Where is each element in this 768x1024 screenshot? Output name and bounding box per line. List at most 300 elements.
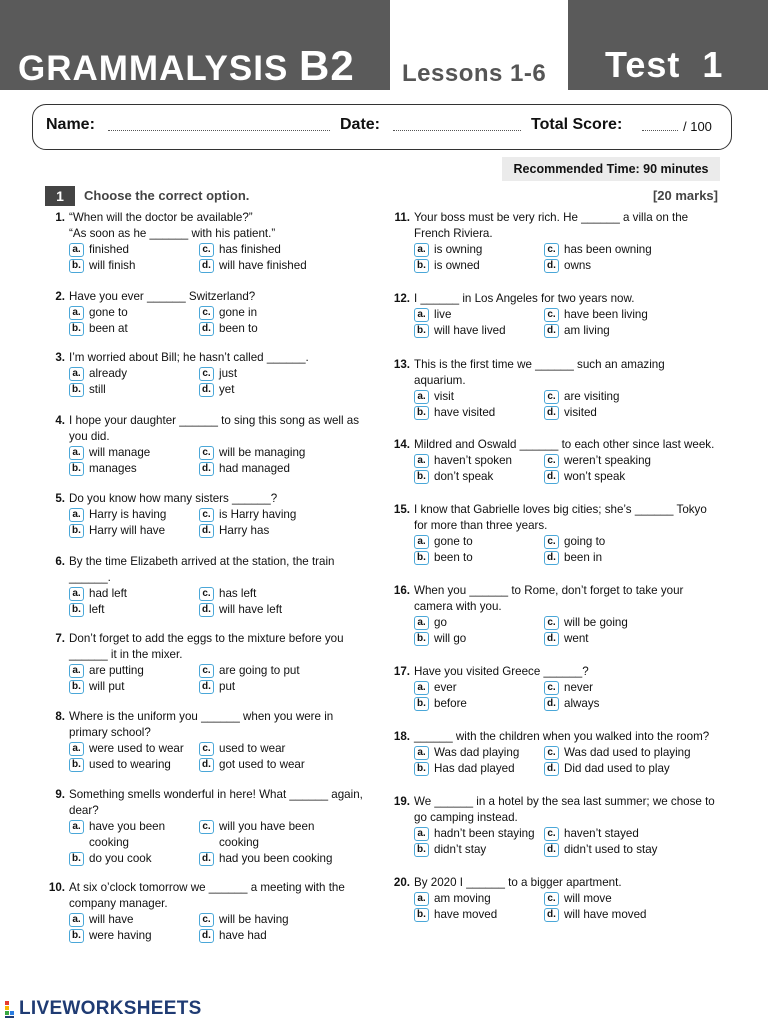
answer-option[interactable] bbox=[69, 461, 199, 477]
option-letter[interactable]: a. bbox=[414, 827, 429, 841]
question-number: 16. bbox=[393, 584, 410, 597]
answer-option[interactable] bbox=[69, 507, 199, 523]
answer-option[interactable] bbox=[199, 305, 379, 321]
option-letter[interactable]: b. bbox=[414, 697, 429, 711]
question-1 bbox=[55, 210, 384, 274]
option-letter[interactable]: a. bbox=[414, 308, 429, 322]
option-letter[interactable]: a. bbox=[69, 587, 84, 601]
answer-option[interactable] bbox=[69, 757, 199, 773]
question-18 bbox=[393, 729, 729, 777]
option-letter[interactable]: b. bbox=[69, 462, 84, 476]
answer-option[interactable] bbox=[69, 258, 199, 274]
option-text: haven’t stayed bbox=[564, 827, 639, 840]
option-letter[interactable]: d. bbox=[199, 322, 214, 336]
option-letter[interactable]: b. bbox=[414, 908, 429, 922]
option-letter[interactable]: c. bbox=[544, 681, 559, 695]
question-text: ______. bbox=[69, 571, 111, 584]
option-text: never bbox=[564, 681, 594, 694]
answer-option[interactable] bbox=[199, 366, 379, 382]
question-number: 11. bbox=[394, 211, 410, 224]
score-field[interactable] bbox=[642, 130, 678, 131]
answer-option[interactable] bbox=[199, 258, 379, 274]
answer-options bbox=[69, 242, 384, 274]
answer-option[interactable] bbox=[69, 912, 199, 928]
option-text: is owned bbox=[434, 259, 480, 272]
question-text: primary school? bbox=[69, 726, 151, 739]
question-10 bbox=[48, 880, 384, 944]
option-letter[interactable]: a. bbox=[69, 306, 84, 320]
option-text: manages bbox=[89, 462, 137, 475]
answer-option[interactable] bbox=[414, 615, 544, 631]
option-letter[interactable]: c. bbox=[544, 616, 559, 630]
answer-option[interactable] bbox=[544, 550, 724, 566]
option-text: just bbox=[219, 367, 238, 380]
liveworksheets-logo: LIVEWORKSHEETS bbox=[4, 998, 202, 1020]
option-text: had managed bbox=[219, 462, 290, 475]
option-letter[interactable]: d. bbox=[199, 462, 214, 476]
liveworksheets-logo-icon bbox=[4, 999, 18, 1019]
answer-option[interactable] bbox=[414, 907, 544, 923]
section-number: 1 bbox=[45, 186, 75, 206]
option-letter[interactable]: c. bbox=[544, 243, 559, 257]
book-title: GRAMMALYSIS B2 bbox=[18, 42, 355, 89]
option-text: are visiting bbox=[564, 390, 620, 403]
option-text: put bbox=[219, 680, 236, 693]
answer-option[interactable] bbox=[199, 757, 379, 773]
answer-option[interactable] bbox=[69, 586, 199, 602]
date-field[interactable] bbox=[393, 130, 521, 131]
answer-option[interactable] bbox=[544, 891, 724, 907]
option-text: Was dad used to playing bbox=[564, 746, 691, 759]
option-letter[interactable]: d. bbox=[544, 259, 559, 273]
option-letter[interactable]: b. bbox=[69, 524, 84, 538]
question-number: 15. bbox=[393, 503, 410, 516]
question-number: 13. bbox=[393, 358, 410, 371]
question-text: I ______ in Los Angeles for two years now. bbox=[414, 292, 635, 305]
answer-options bbox=[69, 741, 384, 773]
answer-option[interactable] bbox=[199, 679, 379, 695]
option-letter[interactable]: c. bbox=[544, 746, 559, 760]
answer-option[interactable] bbox=[199, 523, 379, 539]
option-text: has finished bbox=[219, 243, 281, 256]
question-5 bbox=[55, 491, 384, 539]
question-text: ______ with the children when you walked into the room? bbox=[414, 730, 710, 743]
answer-option[interactable] bbox=[544, 745, 724, 761]
question-text: dear? bbox=[69, 804, 99, 817]
answer-option[interactable] bbox=[544, 323, 724, 339]
answer-option[interactable] bbox=[544, 842, 724, 858]
question-number: 5. bbox=[55, 492, 65, 505]
option-letter[interactable]: d. bbox=[199, 383, 214, 397]
section-instruction: Choose the correct option. bbox=[84, 188, 250, 203]
option-letter[interactable]: b. bbox=[69, 680, 84, 694]
question-text: for more than three years. bbox=[414, 519, 548, 532]
option-text: weren’t speaking bbox=[564, 454, 652, 467]
answer-option[interactable] bbox=[69, 382, 199, 398]
option-letter[interactable]: b. bbox=[69, 929, 84, 943]
answer-option[interactable] bbox=[69, 679, 199, 695]
option-letter[interactable]: c. bbox=[199, 508, 214, 522]
option-letter[interactable]: c. bbox=[199, 243, 214, 257]
option-letter[interactable]: b. bbox=[414, 632, 429, 646]
option-letter[interactable]: d. bbox=[199, 680, 214, 694]
question-19 bbox=[393, 794, 729, 858]
answer-option[interactable] bbox=[199, 461, 379, 477]
answer-options bbox=[414, 680, 729, 712]
option-letter[interactable]: b. bbox=[414, 324, 429, 338]
answer-option[interactable] bbox=[69, 741, 199, 757]
answer-options bbox=[69, 586, 384, 618]
option-text: am living bbox=[564, 324, 610, 337]
name-label: Name: bbox=[46, 116, 95, 133]
answer-option[interactable] bbox=[414, 258, 544, 274]
answer-option[interactable] bbox=[544, 907, 724, 923]
option-text: didn’t used to stay bbox=[564, 843, 658, 856]
question-text: “As soon as he ______ with his patient.” bbox=[69, 227, 276, 240]
answer-option[interactable] bbox=[544, 405, 724, 421]
option-text: have had bbox=[219, 929, 267, 942]
option-letter[interactable]: b. bbox=[414, 843, 429, 857]
option-text: before bbox=[434, 697, 467, 710]
answer-option[interactable] bbox=[544, 631, 724, 647]
answer-option[interactable] bbox=[544, 696, 724, 712]
option-text: won’t speak bbox=[564, 470, 626, 483]
option-text: will have moved bbox=[564, 908, 647, 921]
option-letter[interactable]: b. bbox=[69, 852, 84, 866]
option-letter[interactable]: d. bbox=[544, 406, 559, 420]
option-letter[interactable]: a. bbox=[414, 616, 429, 630]
score-label: Total Score: bbox=[531, 116, 623, 133]
option-letter[interactable]: c. bbox=[544, 827, 559, 841]
answer-option[interactable] bbox=[69, 242, 199, 258]
answer-option[interactable] bbox=[69, 928, 199, 944]
date-label: Date: bbox=[340, 116, 381, 133]
answer-option[interactable] bbox=[69, 366, 199, 382]
option-letter[interactable]: d. bbox=[199, 929, 214, 943]
question-text: camera with you. bbox=[414, 600, 502, 613]
question-16 bbox=[393, 583, 729, 647]
option-letter[interactable]: c. bbox=[199, 664, 214, 678]
question-text: Mildred and Oswald ______ to each other since last week. bbox=[414, 438, 715, 451]
question-17 bbox=[393, 664, 729, 712]
name-field[interactable] bbox=[108, 130, 330, 131]
question-number: 17. bbox=[393, 665, 410, 678]
answer-options bbox=[414, 534, 729, 566]
question-text: Your boss must be very rich. He ______ a villa on the bbox=[414, 211, 689, 224]
option-text: will be going bbox=[564, 616, 628, 629]
answer-options bbox=[414, 307, 729, 339]
answer-option[interactable] bbox=[414, 761, 544, 777]
answer-option[interactable] bbox=[69, 851, 199, 867]
option-letter[interactable]: b. bbox=[69, 322, 84, 336]
answer-option[interactable] bbox=[414, 323, 544, 339]
answer-option[interactable] bbox=[544, 453, 724, 469]
answer-option[interactable] bbox=[414, 842, 544, 858]
option-letter[interactable]: a. bbox=[69, 913, 84, 927]
option-letter[interactable]: a. bbox=[414, 681, 429, 695]
question-3 bbox=[55, 350, 384, 398]
answer-option[interactable] bbox=[414, 242, 544, 258]
answer-option[interactable] bbox=[69, 523, 199, 539]
option-letter[interactable]: d. bbox=[544, 843, 559, 857]
question-text: When you ______ to Rome, don’t forget to take your bbox=[414, 584, 684, 597]
option-text: has left bbox=[219, 587, 257, 600]
answer-option[interactable] bbox=[544, 534, 724, 550]
question-text: At six o’clock tomorrow we ______ a meeting with the bbox=[69, 881, 345, 894]
option-letter[interactable]: c. bbox=[544, 454, 559, 468]
answer-option[interactable] bbox=[199, 819, 379, 851]
option-text: is owning bbox=[434, 243, 483, 256]
answer-option[interactable] bbox=[414, 550, 544, 566]
option-letter[interactable]: d. bbox=[199, 758, 214, 772]
question-6 bbox=[55, 554, 384, 618]
option-letter[interactable]: c. bbox=[544, 535, 559, 549]
answer-options bbox=[414, 453, 729, 485]
answer-options bbox=[69, 663, 384, 695]
option-text: left bbox=[89, 603, 105, 616]
answer-option[interactable] bbox=[199, 242, 379, 258]
answer-options bbox=[414, 615, 729, 647]
question-number: 4. bbox=[55, 414, 65, 427]
option-text: been to bbox=[434, 551, 473, 564]
option-letter[interactable]: c. bbox=[544, 308, 559, 322]
option-letter[interactable]: c. bbox=[199, 820, 214, 834]
answer-option[interactable] bbox=[544, 258, 724, 274]
option-text: go bbox=[434, 616, 447, 629]
option-text: been in bbox=[564, 551, 603, 564]
option-letter[interactable]: d. bbox=[544, 908, 559, 922]
answer-option[interactable] bbox=[199, 382, 379, 398]
option-letter[interactable]: a. bbox=[69, 446, 84, 460]
option-text: have visited bbox=[434, 406, 496, 419]
option-letter[interactable]: c. bbox=[199, 742, 214, 756]
option-text: gone in bbox=[219, 306, 258, 319]
answer-options bbox=[414, 891, 729, 923]
answer-option[interactable] bbox=[414, 469, 544, 485]
option-letter[interactable]: c. bbox=[199, 446, 214, 460]
option-letter[interactable]: b. bbox=[414, 259, 429, 273]
question-number: 7. bbox=[55, 632, 65, 645]
option-letter[interactable]: a. bbox=[69, 742, 84, 756]
answer-option[interactable] bbox=[544, 615, 724, 631]
option-letter[interactable]: b. bbox=[69, 259, 84, 273]
question-12 bbox=[393, 291, 729, 339]
option-text: haven’t spoken bbox=[434, 454, 512, 467]
option-text: visit bbox=[434, 390, 454, 403]
answer-option[interactable] bbox=[414, 891, 544, 907]
option-text: have moved bbox=[434, 908, 498, 921]
answer-option[interactable] bbox=[544, 307, 724, 323]
option-letter[interactable]: d. bbox=[199, 852, 214, 866]
option-letter[interactable]: a. bbox=[414, 243, 429, 257]
option-text: going to bbox=[564, 535, 606, 548]
answer-option[interactable] bbox=[69, 305, 199, 321]
answer-option[interactable] bbox=[544, 680, 724, 696]
option-text: didn’t stay bbox=[434, 843, 487, 856]
answer-option[interactable] bbox=[544, 761, 724, 777]
option-letter[interactable]: d. bbox=[544, 762, 559, 776]
answer-option[interactable] bbox=[69, 602, 199, 618]
option-letter[interactable]: a. bbox=[414, 454, 429, 468]
question-number: 12. bbox=[393, 292, 410, 305]
answer-option[interactable] bbox=[199, 507, 379, 523]
answer-option[interactable] bbox=[414, 696, 544, 712]
option-letter[interactable]: d. bbox=[544, 324, 559, 338]
answer-option[interactable] bbox=[69, 445, 199, 461]
option-letter[interactable]: c. bbox=[199, 587, 214, 601]
option-letter[interactable]: d. bbox=[544, 470, 559, 484]
answer-option[interactable] bbox=[414, 745, 544, 761]
question-text: We ______ in a hotel by the sea last summer; we chose to bbox=[414, 795, 715, 808]
option-letter[interactable]: b. bbox=[414, 551, 429, 565]
answer-option[interactable] bbox=[414, 826, 544, 842]
option-letter[interactable]: c. bbox=[199, 367, 214, 381]
option-text: will move bbox=[564, 892, 612, 905]
answer-option[interactable] bbox=[199, 586, 379, 602]
option-letter[interactable]: d. bbox=[544, 632, 559, 646]
option-text: visited bbox=[564, 406, 597, 419]
option-letter[interactable]: b. bbox=[414, 406, 429, 420]
answer-option[interactable] bbox=[69, 321, 199, 337]
option-text: will have bbox=[89, 913, 134, 926]
option-letter[interactable]: b. bbox=[69, 603, 84, 617]
option-text: is Harry having bbox=[219, 508, 297, 521]
answer-option[interactable] bbox=[544, 242, 724, 258]
option-letter[interactable]: d. bbox=[199, 259, 214, 273]
answer-option[interactable] bbox=[199, 602, 379, 618]
answer-option[interactable] bbox=[414, 453, 544, 469]
answer-option[interactable] bbox=[199, 928, 379, 944]
question-text: ______ it in the mixer. bbox=[69, 648, 183, 661]
question-text: By the time Elizabeth arrived at the station, the train bbox=[69, 555, 335, 568]
option-text: yet bbox=[219, 383, 235, 396]
question-text: you did. bbox=[69, 430, 110, 443]
option-text: ever bbox=[434, 681, 457, 694]
option-text: already bbox=[89, 367, 128, 380]
option-letter[interactable]: a. bbox=[414, 390, 429, 404]
option-text: do you cook bbox=[89, 852, 152, 865]
question-text: company manager. bbox=[69, 897, 168, 910]
option-text: will go bbox=[434, 632, 467, 645]
option-text: had you been cooking bbox=[219, 852, 333, 865]
option-text: got used to wear bbox=[219, 758, 305, 771]
option-letter[interactable]: a. bbox=[414, 892, 429, 906]
answer-option[interactable] bbox=[69, 819, 199, 851]
answer-option[interactable] bbox=[414, 389, 544, 405]
answer-option[interactable] bbox=[544, 826, 724, 842]
answer-option[interactable] bbox=[199, 445, 379, 461]
question-text: This is the first time we ______ such an amazing bbox=[414, 358, 665, 371]
option-letter[interactable]: c. bbox=[544, 892, 559, 906]
question-8 bbox=[55, 709, 384, 773]
option-text: went bbox=[564, 632, 589, 645]
recommended-time: Recommended Time: 90 minutes bbox=[502, 157, 720, 181]
question-number: 2. bbox=[55, 290, 65, 303]
option-text: will you have been cooking bbox=[219, 820, 315, 849]
answer-option[interactable] bbox=[414, 680, 544, 696]
question-text: Have you visited Greece ______? bbox=[414, 665, 589, 678]
option-letter[interactable]: a. bbox=[69, 367, 84, 381]
option-text: will manage bbox=[89, 446, 151, 459]
question-15 bbox=[393, 502, 729, 566]
answer-option[interactable] bbox=[199, 912, 379, 928]
answer-option[interactable] bbox=[414, 405, 544, 421]
question-7 bbox=[55, 631, 384, 695]
answer-option[interactable] bbox=[199, 851, 379, 867]
answer-options bbox=[414, 745, 729, 777]
option-text: will be having bbox=[219, 913, 289, 926]
option-letter[interactable]: b. bbox=[414, 470, 429, 484]
option-text: live bbox=[434, 308, 452, 321]
option-letter[interactable]: c. bbox=[199, 913, 214, 927]
answer-option[interactable] bbox=[544, 389, 724, 405]
answer-option[interactable] bbox=[414, 631, 544, 647]
option-text: have been living bbox=[564, 308, 648, 321]
question-number: 14. bbox=[393, 438, 410, 451]
question-text: Do you know how many sisters ______? bbox=[69, 492, 278, 505]
option-text: will have left bbox=[219, 603, 283, 616]
option-text: am moving bbox=[434, 892, 491, 905]
option-text: are going to put bbox=[219, 664, 300, 677]
question-9 bbox=[55, 787, 384, 867]
answer-option[interactable] bbox=[69, 663, 199, 679]
option-letter[interactable]: d. bbox=[199, 524, 214, 538]
answer-options bbox=[414, 826, 729, 858]
answer-options bbox=[69, 445, 384, 477]
question-text: I know that Gabrielle loves big cities; she’s ______ Tokyo bbox=[414, 503, 707, 516]
option-letter[interactable]: a. bbox=[69, 243, 84, 257]
option-letter[interactable]: a. bbox=[69, 664, 84, 678]
student-info-box bbox=[32, 104, 732, 150]
question-number: 20. bbox=[393, 876, 410, 889]
question-text: By 2020 I ______ to a bigger apartment. bbox=[414, 876, 622, 889]
answer-option[interactable] bbox=[544, 469, 724, 485]
option-letter[interactable]: c. bbox=[199, 306, 214, 320]
option-letter[interactable]: b. bbox=[69, 383, 84, 397]
option-letter[interactable]: b. bbox=[414, 762, 429, 776]
option-text: used to wearing bbox=[89, 758, 171, 771]
option-letter[interactable]: d. bbox=[199, 603, 214, 617]
answer-option[interactable] bbox=[414, 307, 544, 323]
answer-option[interactable] bbox=[414, 534, 544, 550]
answer-options bbox=[69, 507, 384, 539]
answer-option[interactable] bbox=[199, 321, 379, 337]
option-letter[interactable]: d. bbox=[544, 551, 559, 565]
option-letter[interactable]: d. bbox=[544, 697, 559, 711]
question-text: “When will the doctor be available?” bbox=[69, 211, 253, 224]
option-letter[interactable]: a. bbox=[69, 820, 84, 834]
option-text: finished bbox=[89, 243, 129, 256]
question-text: Have you ever ______ Switzerland? bbox=[69, 290, 256, 303]
option-text: will have finished bbox=[219, 259, 307, 272]
question-number: 10. bbox=[48, 881, 65, 894]
option-letter[interactable]: b. bbox=[69, 758, 84, 772]
answer-option[interactable] bbox=[199, 663, 379, 679]
answer-option[interactable] bbox=[199, 741, 379, 757]
question-text: Something smells wonderful in here! What ______ again, bbox=[69, 788, 363, 801]
answer-options bbox=[69, 366, 384, 398]
question-11 bbox=[394, 210, 729, 274]
option-text: Harry is having bbox=[89, 508, 167, 521]
option-letter[interactable]: c. bbox=[544, 390, 559, 404]
option-text: don’t speak bbox=[434, 470, 494, 483]
score-max: / 100 bbox=[683, 119, 712, 134]
option-letter[interactable]: a. bbox=[69, 508, 84, 522]
option-letter[interactable]: a. bbox=[414, 746, 429, 760]
option-letter[interactable]: a. bbox=[414, 535, 429, 549]
question-number: 6. bbox=[55, 555, 65, 568]
option-text: will be managing bbox=[219, 446, 306, 459]
